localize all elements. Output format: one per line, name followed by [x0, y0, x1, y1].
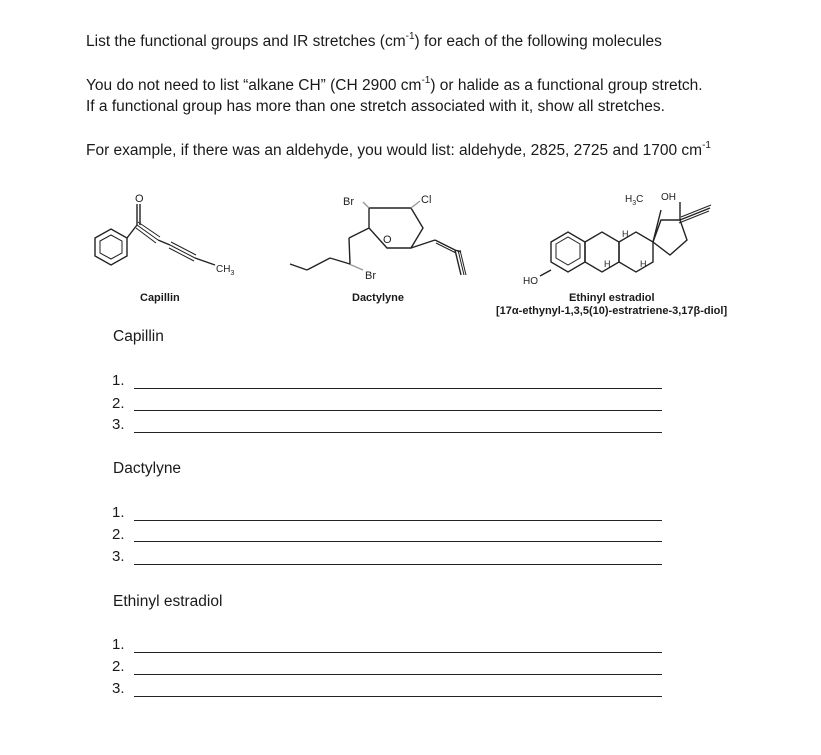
list-item-number: 3.	[112, 548, 125, 565]
list-item-number: 1.	[112, 636, 125, 653]
instruction-title	[86, 33, 662, 51]
dactylyne-structure	[290, 201, 466, 275]
list-item-number: 2.	[112, 395, 125, 412]
list-item-number: 2.	[112, 658, 125, 675]
list-item-number: 1.	[112, 372, 125, 389]
instruction-example-text: For example, if there was an aldehyde, you would list: aldehyde, 2825, 2725 and 1700 cm	[86, 142, 703, 159]
ethinyl-h-label-1: H	[622, 229, 629, 239]
answer-line[interactable]	[134, 674, 662, 675]
answer-line[interactable]	[134, 564, 662, 565]
ethinyl-estradiol-structure	[540, 202, 711, 276]
capillin-ch3-subscript: 3	[230, 270, 235, 277]
dactylyne-oxygen-label: O	[383, 234, 392, 246]
capillin-structure	[95, 204, 215, 265]
section-title-ethinyl-estradiol: Ethinyl estradiol	[113, 593, 223, 610]
dactylyne-label: Dactylyne	[352, 292, 404, 304]
dactylyne-cl-label: Cl	[421, 194, 432, 206]
list-item-number: 1.	[112, 504, 125, 521]
answer-line[interactable]	[134, 520, 662, 521]
unit-superscript: -1	[405, 31, 415, 42]
answer-line[interactable]	[134, 388, 662, 389]
answer-line[interactable]	[134, 410, 662, 411]
answer-line[interactable]	[134, 432, 662, 433]
instruction-line-2	[86, 77, 703, 95]
ethinyl-estradiol-iupac: [17α-ethynyl-1,3,5(10)-estratriene-3,17β-diol]	[496, 305, 728, 317]
list-item-number: 3.	[112, 680, 125, 697]
list-item-number: 3.	[112, 416, 125, 433]
ethinyl-h3c-subscript: 3	[632, 200, 637, 207]
ethinyl-h3c-c: C	[636, 194, 644, 205]
capillin-oxygen-label: O	[135, 193, 144, 205]
capillin-ch3-label	[216, 264, 234, 277]
instruction-line-2a: You do not need to list “alkane CH” (CH 2900 cm	[86, 77, 422, 94]
ethinyl-estradiol-label: Ethinyl estradiol	[569, 292, 655, 304]
ethinyl-h-label-2: H	[604, 259, 611, 269]
unit-superscript: -1	[421, 75, 431, 86]
instruction-example	[86, 142, 711, 160]
capillin-ch3-text: CH	[216, 264, 231, 275]
instruction-line-2b: ) or halide as a functional group stretch.	[430, 77, 703, 94]
structure-drawings	[75, 180, 775, 320]
dactylyne-br-bottom: Br	[365, 270, 376, 282]
unit-superscript: -1	[702, 140, 711, 151]
instruction-line-3: If a functional group has more than one stretch associated with it, show all stretches.	[86, 98, 665, 115]
answer-line[interactable]	[134, 696, 662, 697]
section-title-capillin: Capillin	[113, 328, 164, 345]
section-title-dactylyne: Dactylyne	[113, 460, 182, 477]
dactylyne-br-top: Br	[343, 196, 354, 208]
molecule-structures	[75, 180, 775, 320]
instruction-title-end: ) for each of the following molecules	[414, 33, 662, 50]
ethinyl-h-label-3: H	[640, 259, 647, 269]
ethinyl-ho-label: HO	[523, 276, 538, 287]
list-item-number: 2.	[112, 526, 125, 543]
answer-line[interactable]	[134, 541, 662, 542]
ethinyl-oh-label: OH	[661, 192, 676, 203]
capillin-label: Capillin	[140, 292, 180, 304]
answer-line[interactable]	[134, 652, 662, 653]
ethinyl-h3c-label	[625, 194, 643, 207]
ethinyl-h3c-h: H	[625, 194, 633, 205]
instruction-title-text: List the functional groups and IR stretches (cm	[86, 33, 406, 50]
